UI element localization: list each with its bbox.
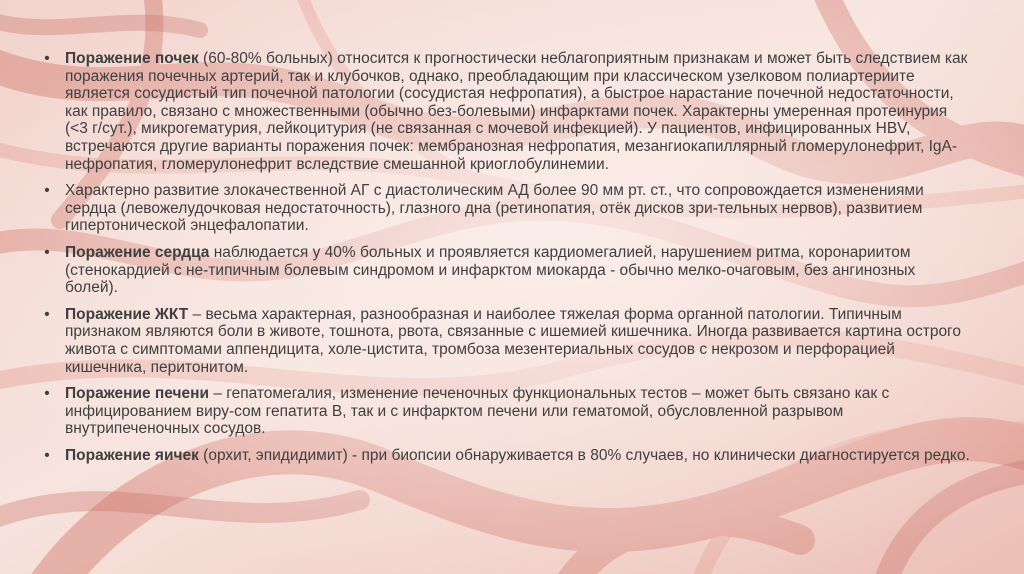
item-text: – весьма характерная, разнообразная и наиболее тяжелая форма органной патологии. Типичным признаком являются боли в животе, тошнота, рвота, связанные с ишемией кишечника. Иногда развивается картина острого живота с симптомами аппендицита, холе-цистита, тромбоза мезентериальных сосудов с некрозом и перфорацией кишечника, перитонитом.: [65, 305, 961, 376]
text-content: [40, 50, 970, 473]
bullet-list: [40, 50, 970, 464]
item-text: (60-80% больных) относится к прогностически неблагоприятным признакам и может быть следствием как поражения почечных артерий, так и клубочков, однако, преобладающим при классическом узелковом полиартериите является сосудистый тип почечной патологии (сосудистая нефропатия), а быстрое нарастание почечной недостаточности, как правило, связано с множественными (обычно без-болевыми) инфарктами почек. Характерны умеренная протеинурия (<3 г/сут.), микрогематурия, лейкоцитурия (не связанная с мочевой инфекцией). У пациентов, инфицированных HBV, встречаются другие варианты поражения почек: мембранозная нефропатия, мезангиокапиллярный гломерулонефрит, IgA-нефропатия, гломерулонефрит вследствие смешанной криоглобулинемии.: [65, 50, 968, 173]
item-heading: Поражение сердца: [65, 243, 210, 261]
item-heading: Поражение печени: [65, 385, 210, 403]
item-heading: Поражение почек: [65, 50, 199, 67]
list-item-heart: [40, 244, 970, 297]
bullet-icon: •: [44, 446, 50, 464]
item-text: Характерно развитие злокачественной АГ с диастолическим АД более 90 мм рт. ст., что сопровождается изменениями сердца (левожелудочковая недостаточность), глазного дна (ретинопатия, отёк дисков зри-тельных нервов), развитием гипертонической энцефалопатии.: [65, 182, 924, 235]
list-item-kidney: [40, 50, 970, 173]
list-item-liver: [40, 385, 970, 438]
list-item-testicles: [40, 447, 970, 465]
bullet-icon: •: [44, 243, 50, 261]
item-heading: Поражение яичек: [65, 446, 199, 464]
list-item-hypertension: [40, 182, 970, 235]
bullet-icon: •: [44, 385, 50, 403]
bullet-icon: •: [44, 305, 50, 323]
list-item-gi-tract: [40, 306, 970, 376]
item-heading: Поражение ЖКТ: [65, 305, 189, 323]
item-text: (орхит, эпидидимит) - при биопсии обнаруживается в 80% случаев, но клинически диагностируется редко.: [198, 446, 970, 464]
bullet-icon: •: [44, 182, 50, 200]
bullet-icon: •: [44, 50, 50, 67]
item-text: – гепатомегалия, изменение печеночных функциональных тестов – может быть связано как с инфицированием виру-сом гепатита В, так и с инфарктом печени или гематомой, обусловленной разрывом внутрипеченочных сосудов.: [65, 385, 890, 438]
item-text: наблюдается у 40% больных и проявляется кардиомегалией, нарушением ритма, коронариитом (стенокардией с не-типичным болевым синдромом и инфарктом миокарда - обычно мелко-очаговым, без ангинозных болей).: [65, 243, 916, 297]
